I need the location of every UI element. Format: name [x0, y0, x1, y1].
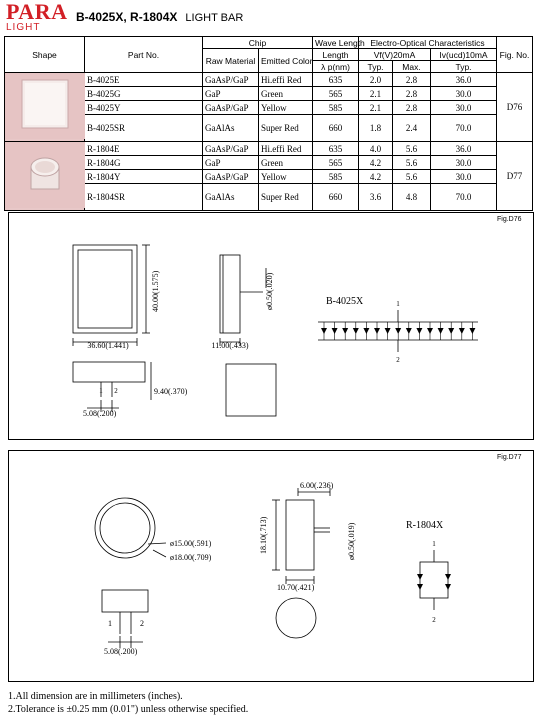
- header-fig: Fig. No.: [497, 37, 533, 73]
- vf-max-cell: 2.4: [393, 115, 431, 142]
- iv-cell: 70.0: [431, 115, 497, 142]
- vf-max-cell: 2.8: [393, 87, 431, 101]
- inner-dia-d77: ø15.00(.591): [170, 539, 212, 548]
- vf-typ-cell: 2.1: [359, 101, 393, 115]
- iv-cell: 30.0: [431, 170, 497, 184]
- product-type: LIGHT BAR: [185, 12, 244, 24]
- header-eo: Electro-Optical Characteristics: [359, 37, 497, 49]
- part-b4025g: B-4025G: [85, 87, 203, 101]
- color-cell: Hi.effi Red: [259, 142, 313, 156]
- vf-max-cell: 2.8: [393, 73, 431, 87]
- circuit-bottom-d77: 2: [432, 616, 436, 624]
- pitch-d76: 5.08(.200): [83, 409, 117, 418]
- header-iv-typ: Typ.: [431, 61, 497, 73]
- raw-cell: GaAsP/GaP: [203, 142, 259, 156]
- raw-cell: GaAlAs: [203, 184, 259, 211]
- header-wave-unit: λ p(nm): [313, 61, 359, 73]
- pin-len-d76: 9.40(.370): [154, 387, 188, 396]
- raw-cell: GaAsP/GaP: [203, 170, 259, 184]
- fig-d76: D76: [497, 73, 533, 142]
- brand-logo: [6, 2, 68, 34]
- circuit-top-d77: 1: [432, 540, 436, 548]
- color-cell: Green: [259, 87, 313, 101]
- header-vf-typ: Typ.: [359, 61, 393, 73]
- wave-cell: 565: [313, 156, 359, 170]
- brand-subname: LIGHT: [6, 22, 41, 33]
- wave-cell: 660: [313, 115, 359, 142]
- part-b4025y: B-4025Y: [85, 101, 203, 115]
- product-codes: B-4025X, R-1804X: [76, 10, 178, 24]
- color-cell: Super Red: [259, 115, 313, 142]
- shape-image-d77: [5, 142, 85, 211]
- color-cell: Yellow: [259, 101, 313, 115]
- wave-cell: 585: [313, 101, 359, 115]
- pin-dia-d76: ø0.50(.020): [265, 272, 274, 310]
- header-length: Length: [313, 49, 359, 61]
- header-vf-max: Max.: [393, 61, 431, 73]
- iv-cell: 36.0: [431, 73, 497, 87]
- circuit-bottom-d76: 2: [396, 356, 400, 364]
- page-title: [76, 10, 243, 24]
- pin2-d76: 2: [114, 387, 118, 395]
- iv-cell: 30.0: [431, 156, 497, 170]
- raw-cell: GaP: [203, 156, 259, 170]
- brand-name: PARA: [6, 0, 68, 24]
- header-emit: Emitted Color: [259, 49, 313, 73]
- vf-max-cell: 5.6: [393, 156, 431, 170]
- notes: [8, 690, 248, 716]
- color-cell: Hi.effi Red: [259, 73, 313, 87]
- outer-dia-d77: ø18.00(.709): [170, 553, 212, 562]
- header-raw: Raw Material: [203, 49, 259, 73]
- raw-cell: GaAsP/GaP: [203, 101, 259, 115]
- header-iv: Iv(ucd)10mA: [431, 49, 497, 61]
- wave-cell: 565: [313, 87, 359, 101]
- model-d76: B-4025X: [326, 296, 364, 307]
- header-shape: Shape: [5, 37, 85, 73]
- pitch-d77: 5.08(.200): [104, 647, 138, 656]
- pin-dia-d77: ø0.50(.019): [347, 522, 356, 560]
- iv-cell: 30.0: [431, 87, 497, 101]
- fig-d77: D77: [497, 142, 533, 211]
- vf-typ-cell: 3.6: [359, 184, 393, 211]
- vf-typ-cell: 4.2: [359, 156, 393, 170]
- lead-len-d77: 6.00(.236): [300, 481, 334, 490]
- iv-cell: 30.0: [431, 101, 497, 115]
- note-1: 1.All dimension are in millimeters (inches).: [8, 691, 183, 702]
- part-r1804e: R-1804E: [85, 142, 203, 156]
- note-2: 2.Tolerance is ±0.25 mm (0.01") unless otherwise specified.: [8, 704, 249, 715]
- wave-cell: 660: [313, 184, 359, 211]
- raw-cell: GaAsP/GaP: [203, 73, 259, 87]
- width-dim-d76: 36.60(1.441): [87, 341, 129, 350]
- height-dim-d76: 40.00(1.575): [151, 270, 160, 312]
- header-vf: Vf(V)20mA: [359, 49, 431, 61]
- depth-dim-d76: 11.00(.433): [211, 341, 249, 350]
- figure-d76-drawing: [8, 212, 532, 438]
- part-b4025e: B-4025E: [85, 73, 203, 87]
- depth-dim-d77: 10.70(.421): [277, 583, 315, 592]
- model-d77: R-1804X: [406, 520, 444, 531]
- color-cell: Green: [259, 156, 313, 170]
- color-cell: Super Red: [259, 184, 313, 211]
- circuit-top-d76: 1: [396, 300, 400, 308]
- figure-d76-label: Fig.D76: [497, 216, 522, 223]
- wave-cell: 585: [313, 170, 359, 184]
- header-chip: Chip: [203, 37, 313, 49]
- shape-image-d76: [5, 73, 85, 142]
- spec-table: [4, 36, 533, 211]
- raw-cell: GaP: [203, 87, 259, 101]
- vf-max-cell: 5.6: [393, 170, 431, 184]
- vf-typ-cell: 2.1: [359, 87, 393, 101]
- iv-cell: 36.0: [431, 142, 497, 156]
- pin1-d76: 1: [99, 387, 103, 395]
- wave-cell: 635: [313, 73, 359, 87]
- iv-cell: 70.0: [431, 184, 497, 211]
- vf-max-cell: 5.6: [393, 142, 431, 156]
- vf-max-cell: 2.8: [393, 101, 431, 115]
- pin2-d77: 2: [140, 619, 144, 628]
- height-dim-d77: 18.10(.713): [259, 516, 268, 554]
- part-r1804g: R-1804G: [85, 156, 203, 170]
- color-cell: Yellow: [259, 170, 313, 184]
- vf-typ-cell: 4.0: [359, 142, 393, 156]
- pin1-d77: 1: [108, 619, 112, 628]
- figure-d77-label: Fig.D77: [497, 454, 522, 461]
- raw-cell: GaAlAs: [203, 115, 259, 142]
- part-r1804y: R-1804Y: [85, 170, 203, 184]
- vf-max-cell: 4.8: [393, 184, 431, 211]
- header-part: Part No.: [85, 37, 203, 73]
- figure-d77-drawing: [8, 450, 532, 680]
- part-b4025sr: B-4025SR: [85, 115, 203, 142]
- vf-typ-cell: 2.0: [359, 73, 393, 87]
- vf-typ-cell: 4.2: [359, 170, 393, 184]
- header-wave: Wave Length: [313, 37, 359, 49]
- part-r1804sr: R-1804SR: [85, 184, 203, 211]
- wave-cell: 635: [313, 142, 359, 156]
- vf-typ-cell: 1.8: [359, 115, 393, 142]
